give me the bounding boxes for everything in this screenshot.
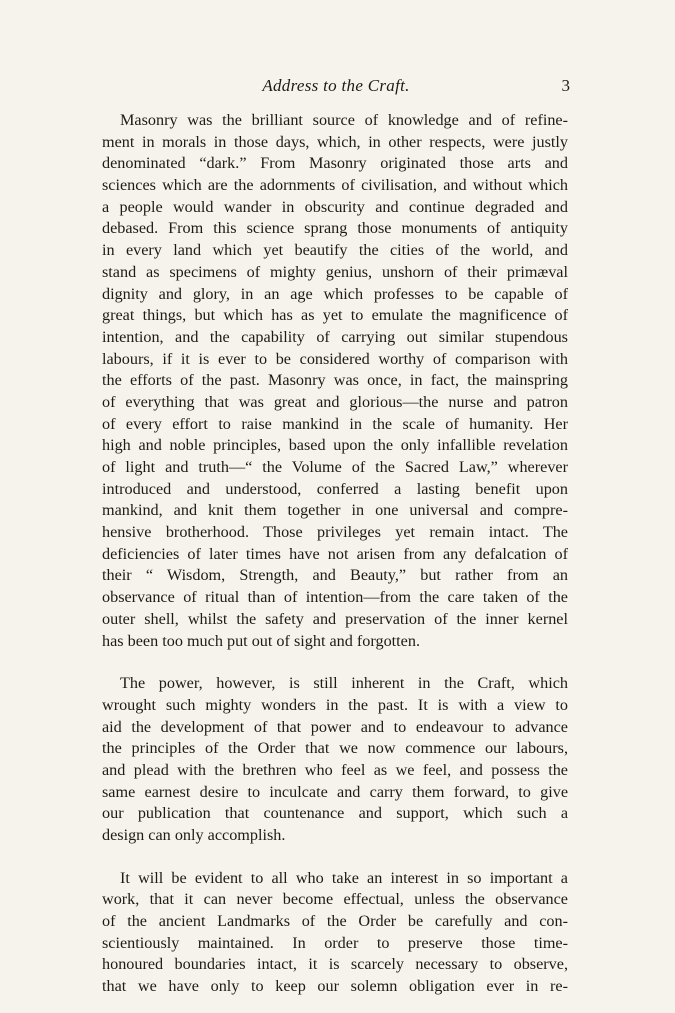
text-line: mankind, and knit them together in one universal and compre-	[102, 501, 568, 520]
text-line: and plead with the brethren who feel as we feel, and possess the	[102, 760, 568, 779]
paragraph-3	[102, 868, 568, 998]
text-line: deficiencies of later times have not arisen from any defalcation of	[102, 544, 568, 563]
text-line: of light and truth—“ the Volume of the Sacred Law,” wherever	[102, 458, 568, 476]
text-line: high and noble principles, based upon the only infallible revelation	[102, 436, 568, 455]
text-line: denominated “dark.” From Masonry originated those arts and	[102, 154, 568, 173]
page-number: 3	[561, 76, 570, 95]
text-line: in every land which yet beautify the cities of the world, and	[102, 241, 568, 260]
text-line: has been too much put out of sight and forgotten.	[102, 631, 421, 650]
text-line: scientiously maintained. In order to preserve those time-	[102, 933, 568, 952]
text-line: debased. From this science sprang those monuments of antiquity	[102, 219, 568, 238]
paragraph-2	[102, 673, 568, 847]
text-line: observance of ritual than of intention—from the care taken of the	[102, 588, 568, 607]
text-line: outer shell, whilst the safety and preservation of the inner kernel	[102, 609, 568, 628]
text-line: work, that it can never become effectual, unless the observance	[102, 890, 568, 909]
text-line: our publication that countenance and support, which such a	[102, 804, 568, 823]
text-line: stand as specimens of mighty genius, unshorn of their primæval	[102, 262, 568, 281]
text-line: honoured boundaries intact, it is scarcely necessary to observe,	[102, 955, 568, 974]
text-line: great things, but which has as yet to emulate the magnificence of	[102, 306, 568, 325]
text-line: that we have only to keep our solemn obligation ever in re-	[102, 977, 568, 996]
text-line: hensive brotherhood. Those privileges yet remain intact. The	[102, 523, 568, 542]
text-line: a people would wander in obscurity and continue degraded and	[102, 197, 568, 216]
text-line: the efforts of the past. Masonry was once, in fact, the mainspring	[102, 371, 568, 390]
text-line: sciences which are the adornments of civilisation, and without which	[102, 176, 568, 195]
text-line: ment in morals in those days, which, in other respects, were justly	[102, 132, 568, 151]
text-line: their “ Wisdom, Strength, and Beauty,” but rather from an	[102, 566, 568, 585]
text-line: The power, however, is still inherent in the Craft, which	[120, 674, 568, 693]
body-text	[102, 110, 568, 998]
text-line: labours, if it is ever to be considered worthy of comparison with	[102, 349, 568, 368]
text-line: dignity and glory, in an age which professes to be capable of	[102, 284, 568, 303]
text-line: intention, and the capability of carrying out similar stupendous	[102, 327, 568, 346]
text-line: introduced and understood, conferred a lasting benefit upon	[102, 479, 568, 498]
text-line: It will be evident to all who take an interest in so important a	[120, 868, 568, 887]
text-line: aid the development of that power and to endeavour to advance	[102, 717, 568, 736]
text-line: design can only accomplish.	[102, 826, 286, 844]
text-line: of everything that was great and glorious—the nurse and patron	[102, 392, 568, 411]
page-header	[102, 76, 570, 100]
text-line: of the ancient Landmarks of the Order be carefully and con-	[102, 912, 568, 931]
text-line: the principles of the Order that we now commence our labours,	[102, 739, 568, 758]
text-line: Masonry was the brilliant source of knowledge and of refine-	[120, 111, 568, 129]
running-title: Address to the Craft.	[262, 76, 410, 95]
text-line: same earnest desire to inculcate and carry them forward, to give	[102, 782, 568, 801]
text-line: of every effort to raise mankind in the scale of humanity. Her	[102, 414, 568, 433]
text-line: wrought such mighty wonders in the past. It is with a view to	[102, 695, 568, 714]
paragraph-1	[102, 110, 568, 652]
